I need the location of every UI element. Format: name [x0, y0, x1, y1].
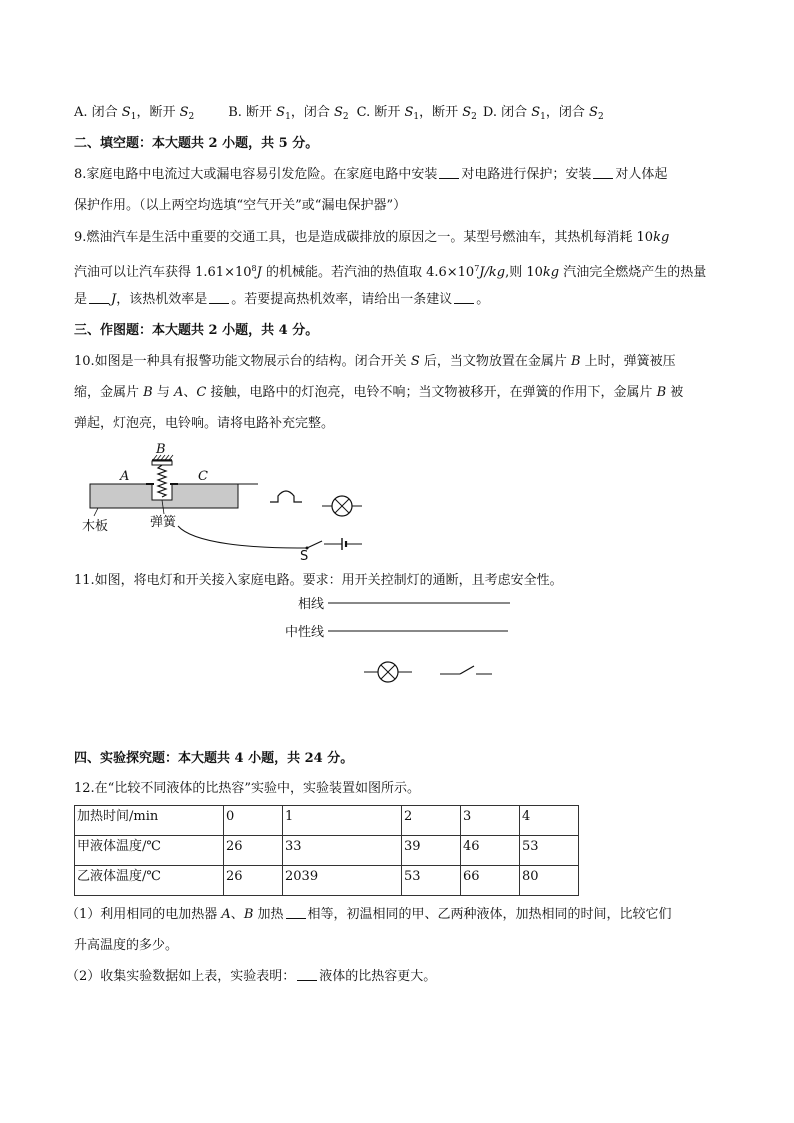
table-cell: 80: [520, 866, 579, 896]
table-cell: 26: [224, 836, 283, 866]
section-3-heading: 三、作图题：本大题共 2 小题，共 4 分。: [74, 323, 319, 338]
label-b: B: [156, 442, 166, 457]
label-board: 木板: [82, 519, 109, 534]
answer-blank: [593, 166, 613, 179]
answer-blank: [439, 166, 459, 179]
answer-blank: [209, 291, 229, 304]
label-spring: 弹簧: [150, 515, 177, 530]
table-row: [75, 806, 579, 836]
table-row: [75, 836, 579, 866]
household-circuit-figure: [280, 592, 520, 696]
table-cell: 66: [461, 866, 520, 896]
option-c: C. 断开 $S_1$，断开 $S_2$: [356, 105, 477, 122]
section-4-heading: 四、实验探究题：本大题共 4 小题，共 24 分。: [74, 751, 354, 766]
household-circuit-diagram: [280, 592, 520, 692]
q8-line-2: 保护作用。（以上两空均选填“空气开关”或“漏电保护器”）: [74, 198, 407, 213]
display-stand-diagram: [74, 440, 374, 562]
section-2-heading: 二、填空题：本大题共 2 小题，共 5 分。: [74, 136, 319, 151]
answer-blank: [89, 291, 109, 304]
wire: [178, 526, 298, 548]
option-d: D. 闭合 $S_1$，闭合 $S_2$: [482, 105, 604, 122]
option-a: A. 闭合 $S_1$，断开 $S_2$: [74, 105, 195, 122]
label-a: A: [120, 469, 130, 484]
q12-intro: 12.在“比较不同液体的比热容”实验中，实验装置如图所示。: [74, 781, 420, 796]
table-cell: 0: [224, 806, 283, 836]
table-cell: 53: [520, 836, 579, 866]
answer-blank: [454, 291, 474, 304]
table-cell: 4: [520, 806, 579, 836]
q12-part-1-line-2: 升高温度的多少。: [74, 938, 179, 953]
table-cell: 乙液体温度/℃: [75, 866, 224, 896]
table-cell: 39: [402, 836, 461, 866]
table-cell: 2: [402, 806, 461, 836]
q8-line-1: 8.家庭电路中电流过大或漏电容易引发危险。在家庭电路中安装 对电路进行保护；安装 对人体起: [74, 167, 668, 182]
table-cell: 1: [283, 806, 402, 836]
bell-icon: [270, 491, 302, 502]
q11-text: 11.如图，将电灯和开关接入家庭电路。要求：用开关控制灯的通断，且考虑安全性。: [74, 573, 563, 588]
neutral-wire-label: 中性线: [285, 625, 325, 640]
table-cell: 33: [283, 836, 402, 866]
option-b: B. 断开 $S_1$，闭合 $S_2$: [228, 105, 349, 122]
q10-line-3: 弹起，灯泡亮，电铃响。请将电路补充完整。: [74, 416, 335, 431]
display-stand-figure: [74, 440, 374, 566]
table-cell: 2039: [283, 866, 402, 896]
answer-blank: [297, 968, 317, 981]
live-wire-label: 相线: [298, 597, 325, 612]
battery-icon: [336, 538, 362, 550]
q10-line-1: 10.如图是一种具有报警功能文物展示台的结构。闭合开关 S 后，当文物放置在金属片 B 上时，弹簧被压: [74, 354, 676, 369]
data-table: [74, 805, 579, 896]
q10-line-2: 缩，金属片 B 与 A、C 接触，电路中的灯泡亮，电铃不响；当文物被移开，在弹簧的作用下，金属片 B 被: [74, 385, 684, 400]
q9-line-1: 9.燃油汽车是生活中重要的交通工具，也是造成碳排放的原因之一。某型号燃油车，其热机每消耗 10kg: [74, 230, 670, 245]
table-row: [75, 866, 579, 896]
label-c: C: [198, 469, 208, 484]
table-cell: 53: [402, 866, 461, 896]
q7-options: [74, 104, 604, 126]
q9-line-3: 是 J，该热机效率是 。若要提高热机效率，请给出一条建议 。: [74, 292, 490, 307]
answer-blank: [286, 906, 306, 919]
table-cell: 26: [224, 866, 283, 896]
table-cell: 3: [461, 806, 520, 836]
table-cell: 甲液体温度/℃: [75, 836, 224, 866]
spring-coil: [158, 465, 166, 497]
table-cell: 加热时间/min: [75, 806, 224, 836]
lamp-icon: [364, 662, 412, 682]
label-switch: S: [300, 549, 309, 562]
q12-part-1-line-1: （1）利用相同的电加热器 A、B 加热 相等，初温相同的甲、乙两种液体，加热相同的时间，比较它们: [66, 907, 672, 922]
q9-line-2: 汽油可以让汽车获得 $1.61\times 10^8J$ 的机械能。若汽油的热值取 $4.6\times 10^7J/kg$,则 10kg 汽油完全燃烧产生的热量: [74, 264, 707, 280]
lamp-icon: [322, 496, 362, 516]
table-cell: 46: [461, 836, 520, 866]
q12-part-2: （2）收集实验数据如上表，实验表明： 液体的比热容更大。: [66, 969, 437, 984]
switch-icon: [440, 666, 492, 674]
